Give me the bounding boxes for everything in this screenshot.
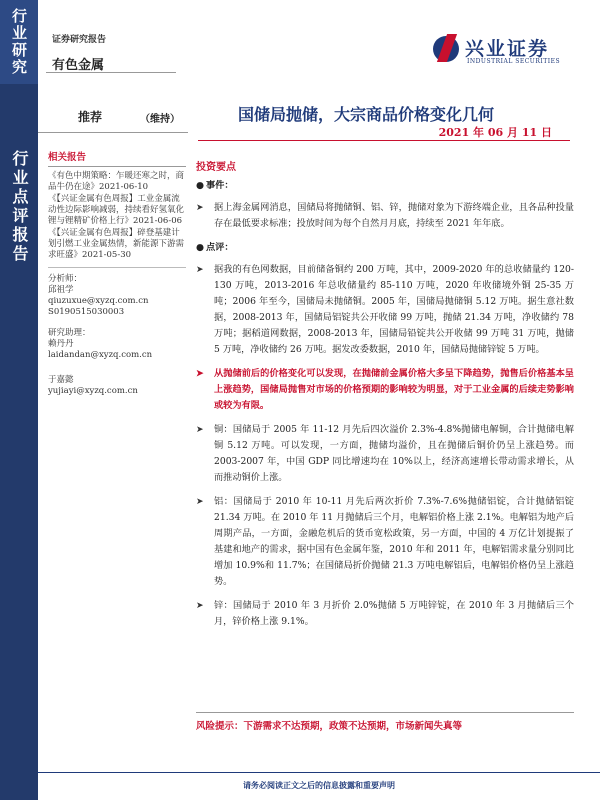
sidebar-top-label: 行业研究 [0,0,38,84]
related-report-item[interactable]: 《有色中期策略：乍暖还寒之时，商品牛仍在途》2021-06-10 [48,171,185,192]
company-logo [433,36,583,68]
divider [46,72,176,73]
assistant-email[interactable]: laidandan@xyzq.com.cn [48,350,153,360]
arrow-icon: ➤ [196,369,204,379]
arrow-icon: ➤ [196,203,204,213]
logo-mark-icon [433,36,459,62]
assistant-label: 研究助理： [48,328,91,338]
report-type: 证券研究报告 [52,35,107,45]
related-report-item[interactable]: 《【兴证金属有色周报】工业金属流动性边际影响减弱，持续看好氢氧化锂与锂精矿价格上行》2021-06-06 [48,194,185,226]
sidebar-report-type-label: 行业点评报告 [10,150,29,264]
risk-warning: 风险提示：下游需求不达预期，政策不达预期，市场新闻失真等 [196,712,574,732]
other-name: 于嘉懿 [48,375,74,385]
bullet-icon: ● [196,242,205,253]
sidebar [0,0,38,800]
paragraph-conclusion: ➤ 从抛储前后的价格变化可以发现，在抛储前金属价格大多呈下降趋势，抛售后价格基本呈上涨趋势，国储局抛售对市场的价格预期的影响较为明显，对于工业金属的后续走势影响或较为有限。 [196,368,574,411]
paragraph-reserves: ➤ 据我的有色网数据，目前储备铜约 200 万吨，其中，2009-2020 年的总收储量约 120-130 万吨，2013-2016 年总收储量约 85-110 万吨，2020 年收储境外铜 25-35 万吨；2006 年至今，国储局未抛储铜。2005 年，国储局抛储铜 5.12 万吨。据生意社数据，2008-2013 年，国储局铝锭共公开收储 99 万吨，抛储 21.34 万吨，净收储约 78 万吨；据稻道网数据，2008-2013 年，国储局铅锭共公开收储 99 万吨 31 万吨，抛储 5 万吨，净收储约 26 万吨。据发改委数据，2010 年，国储局抛储锌锭 5 万吨。 [196,264,574,355]
report-date: 2021 年 06 月 11 日 [438,126,552,139]
paragraph-copper: ➤ 铜：国储局于 2005 年 11-12 月先后四次溢价 2.3%-4.8%抛储电解铜，合计抛储电解铜 5.12 万吨。可以发现，一方面，抛储均溢价，且在抛储后铜价仍呈上涨趋势。而 2003-2007 年，中国 GDP 同比增速均在 10%以上，经济高速增长带动需求增长，从而推动铜价上涨。 [196,424,574,483]
title-bar [38,84,600,144]
rating-sub: （维持） [140,114,180,125]
analyst-label: 分析师： [48,274,83,284]
divider [38,772,600,773]
arrow-icon: ➤ [196,265,204,275]
divider [198,140,570,141]
analyst-cert: S0190515030003 [48,307,125,317]
assistant-name: 赖丹丹 [48,339,74,349]
analyst-email[interactable]: qiuzuxue@xyzq.com.cn [48,296,149,306]
paragraph-aluminum: ➤ 铝：国储局于 2010 年 10-11 月先后两次折价 7.3%-7.6%抛储铝锭，合计抛储铝锭 21.34 万吨。在 2010 年 11 月抛储后三个月，电解铝价格上涨 2.1%。电解铝为地产后周期产品，一方面，金融危机后的货币宽松政策，另一方面，中国的 4 万亿计划提振了基建和地产的需求，据中国有色金属年鉴，2010 年和 2011 年，电解铝需求量分别同比增加 10.9%和 11.7%；在国储局折价抛储 21.3 万吨电解铝后，电解铝价格仍呈上涨趋势。 [196,496,574,587]
bullet-icon: ● [196,180,205,191]
rating-label: 推荐 [78,110,103,124]
arrow-icon: ➤ [196,425,204,435]
events-paragraph: ➤ 据上海金属网消息，国储局将抛储铜、铝、锌，抛储对象为下游终端企业，且各品种投量存在最低要求标准；投放时间为每个自然月月底，持续至 2021 年年底。 [196,202,574,229]
paragraph-zinc: ➤ 锌：国储局于 2010 年 3 月折价 2.0%抛储 5 万吨锌锭，在 2010 年 3 月抛储后三个月，锌价格上涨 9.1%。 [196,600,574,627]
events-heading: ● 事件： [196,178,574,194]
sector-name: 有色金属 [52,58,105,73]
section-heading: 投资要点 [196,162,236,173]
divider [38,132,188,133]
arrow-icon: ➤ [196,601,204,611]
related-report-item[interactable]: 《【兴证金属有色周报】碎登基建计划引燃工业金属热情，新能源下游需求旺盛》2021-05-30 [48,228,185,260]
logo-english: INDUSTRIAL SECURITIES [467,58,561,65]
left-column [48,152,186,397]
related-reports-heading: 相关报告 [48,152,186,167]
main-content [196,160,574,638]
divider [48,267,186,268]
analyst-name: 邱祖学 [48,285,74,295]
footer-disclaimer: 请务必阅读正文之后的信息披露和重要声明 [243,780,395,790]
logo-name: 兴业证券 [465,38,550,60]
other-email[interactable]: yujiayi@xyzq.com.cn [48,386,138,396]
header [38,0,600,84]
footer [38,772,600,800]
report-title: 国储局抛储，大宗商品价格变化几何 [238,105,495,124]
comment-heading: ● 点评： [196,240,574,256]
arrow-icon: ➤ [196,497,204,507]
